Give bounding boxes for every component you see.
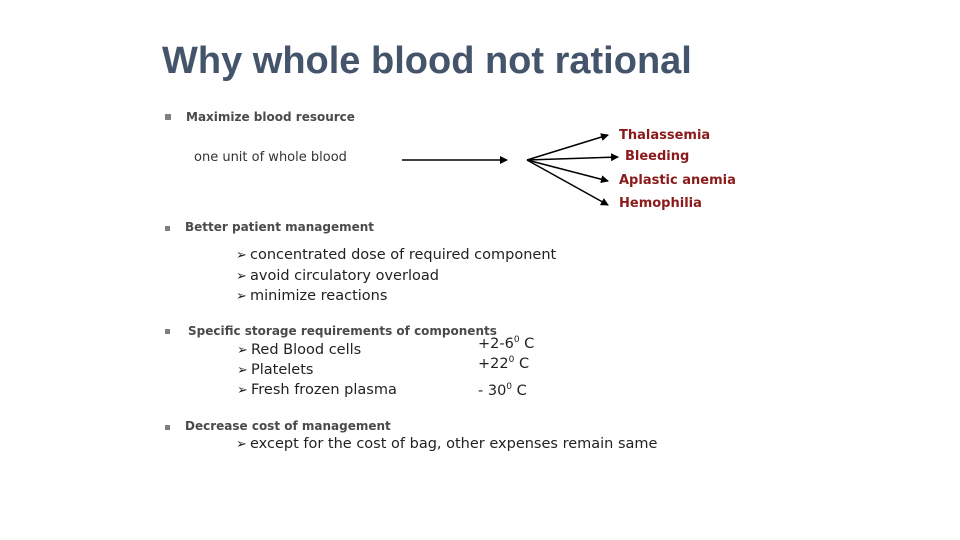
list-item: ➢ Fresh frozen plasma: [237, 382, 397, 398]
arrow-bullet-icon: ➢: [237, 363, 248, 378]
arrow-to-bleeding: [527, 157, 618, 160]
list-item: ➢ except for the cost of bag, other expenses remain same: [236, 436, 658, 452]
arrow-to-aplastic-anemia: [527, 160, 608, 181]
list-item: ➢ concentrated dose of required component: [236, 247, 557, 263]
section-heading-maximize: Maximize blood resource: [186, 110, 355, 124]
list-item: ➢ minimize reactions: [236, 288, 388, 304]
target-bleeding: Bleeding: [625, 149, 690, 164]
arrow-to-hemophilia: [527, 160, 608, 205]
list-item: ➢ Platelets: [237, 362, 314, 378]
temperature-plasma: - $30^0$ C: [478, 382, 527, 399]
target-aplastic-anemia: Aplastic anemia: [619, 173, 736, 188]
section-heading-cost: Decrease cost of management: [185, 419, 391, 433]
slide-title: Why whole blood not rational: [162, 40, 692, 82]
list-item: ➢ avoid circulatory overload: [236, 268, 439, 284]
arrow-bullet-icon: ➢: [236, 248, 247, 263]
arrow-to-thalassemia: [527, 135, 608, 160]
bullet-square: [165, 329, 170, 334]
target-thalassemia: Thalassemia: [619, 128, 711, 143]
bullet-square: [165, 226, 170, 231]
arrow-bullet-icon: ➢: [236, 269, 247, 284]
target-hemophilia: Hemophilia: [619, 196, 702, 211]
whole-blood-source-label: one unit of whole blood: [194, 150, 347, 165]
bullet-square: [165, 425, 170, 430]
section-heading-storage: Specific storage requirements of components: [188, 324, 497, 338]
arrow-bullet-icon: ➢: [236, 289, 247, 304]
arrow-bullet-icon: ➢: [237, 383, 248, 398]
temperature-red-cells: $+2-6^0$ C: [478, 335, 535, 352]
section-heading-patient-management: Better patient management: [185, 220, 375, 234]
arrow-bullet-icon: ➢: [237, 343, 248, 358]
arrow-bullet-icon: ➢: [236, 437, 247, 452]
temperature-platelets: $+22^0$ C: [478, 355, 530, 372]
list-item: ➢ Red Blood cells: [237, 342, 362, 358]
